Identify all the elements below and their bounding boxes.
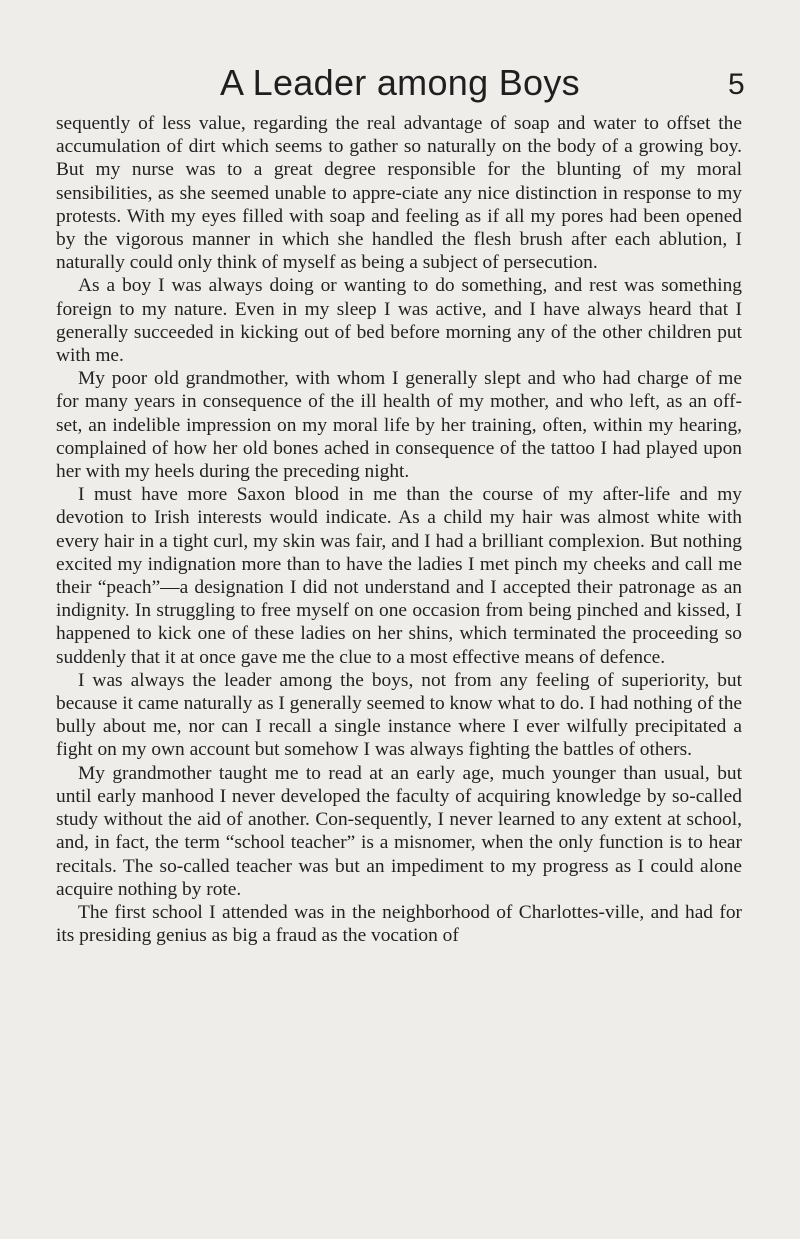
paragraph: My grandmother taught me to read at an early age, much younger than usual, but until early manhood I never developed the faculty of acquiring knowledge by so-called study without the aid of another. Con-sequently, I never learned to any extent at school, and, in fact, the term “school teacher” is a misnomer, when the only function is to hear recitals. The so-called teacher was but an impediment to my progress as I could alone acquire nothing by rote. bbox=[56, 762, 742, 900]
paragraph: As a boy I was always doing or wanting to do something, and rest was something foreign to my nature. Even in my sleep I was active, and I have always heard that I generally succeeded in kicking out of bed before morning any of the other children put with me. bbox=[56, 275, 742, 367]
running-title: A Leader among Boys bbox=[220, 62, 580, 103]
paragraph: The first school I attended was in the neighborhood of Charlottes-ville, and had for its presiding genius as big a fraud as the vocation of bbox=[56, 901, 742, 947]
page-number: 5 bbox=[728, 68, 745, 101]
paragraph: I was always the leader among the boys, not from any feeling of superiority, but because it came naturally as I generally seemed to know what to do. I had nothing of the bully about me, nor can I recall a single instance where I ever wilfully precipitated a fight on my own account but somehow I was always fighting the battles of others. bbox=[56, 669, 742, 761]
body-text bbox=[56, 112, 742, 947]
paragraph: I must have more Saxon blood in me than the course of my after-life and my devotion to Irish interests would indicate. As a child my hair was almost white with every hair in a tight curl, my skin was fair, and I had a brilliant complexion. But nothing excited my indignation more than to have the ladies I met pinch my cheeks and call me their “peach”—a designation I did not understand and I accepted their patronage as an indignity. In struggling to free myself on one occasion from being pinched and kissed, I happened to kick one of these ladies on her shins, which terminated the proceeding so suddenly that it at once gave me the clue to a most effective means of defence. bbox=[56, 484, 742, 668]
paragraph: My poor old grandmother, with whom I generally slept and who had charge of me for many years in consequence of the ill health of my mother, and who left, as an off-set, an indelible impression on my moral life by her training, often, within my hearing, complained of how her old bones ached in consequence of the tattoo I had played upon her with my heels during the preceding night. bbox=[56, 368, 742, 483]
paragraph: sequently of less value, regarding the real advantage of soap and water to offset the accumulation of dirt which seems to gather so naturally on the body of a growing boy. But my nurse was to a great degree responsible for the blunting of my moral sensibilities, as she seemed unable to appre-ciate any nice distinction in response to my protests. With my eyes filled with soap and feeling as if all my pores had been opened by the vigorous manner in which she handled the flesh brush after each ablution, I naturally could only think of myself as being a subject of persecution. bbox=[56, 113, 742, 274]
